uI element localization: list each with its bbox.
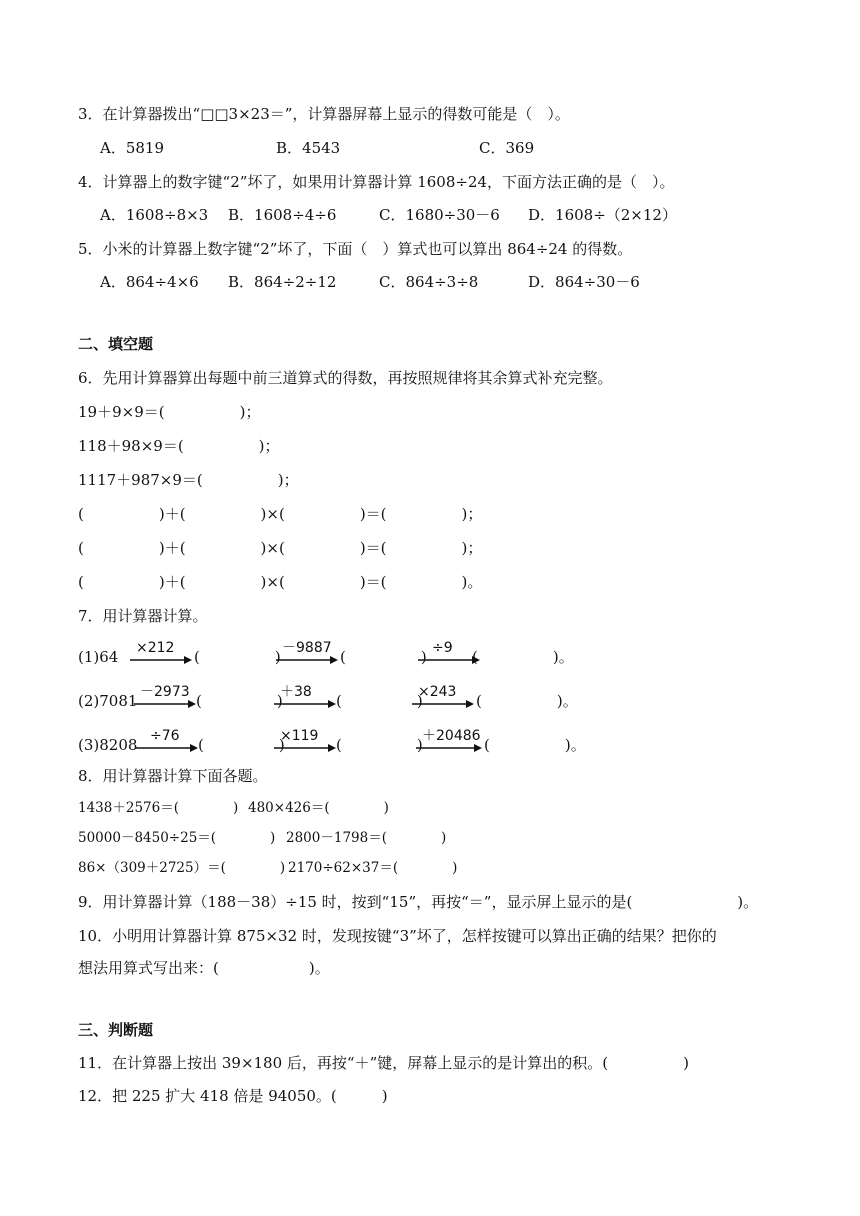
q7-row-1-start: (1)64: [78, 648, 119, 666]
q3-option-b: B．4543: [276, 139, 341, 157]
question-9: 9．用计算器计算（188－38）÷15 时，按到“15”，再按“＝”，显示屏上显示的是( )。: [78, 893, 759, 911]
question-5: 5．小米的计算器上数字键“2”坏了，下面（ ）算式也可以算出 864÷24 的得数。: [78, 240, 633, 258]
q6-line-4: ( )＋( )×( )＝( )；: [78, 505, 483, 523]
arrow-label: ÷76: [150, 728, 180, 744]
question-4: 4．计算器上的数字键“2”坏了，如果用计算器计算 1608÷24，下面方法正确的是（ ）。: [78, 173, 675, 191]
q7-row-1-answer: ( )。: [472, 648, 574, 666]
q8-item-a: 1438＋2576＝( ): [78, 800, 239, 816]
q6-line-2: 118＋98×9＝( )；: [78, 437, 280, 455]
right-arrow-icon: [274, 699, 336, 709]
arrow-label: －2973: [140, 684, 190, 700]
q8-item-d: 2800－1798＝( ): [286, 830, 447, 846]
question-10-line-2: 想法用算式写出来：( )。: [78, 959, 330, 977]
q7-row-1-blank-2: ( ): [340, 648, 427, 666]
q7-row-2-step-2: [274, 684, 336, 710]
q8-item-e: 86×（309＋2725）＝( ): [78, 860, 286, 876]
q7-row-2-step-1: [134, 684, 196, 710]
q7-row-2-start: (2)7081: [78, 692, 138, 710]
section-heading-judge: 三、判断题: [78, 1021, 154, 1039]
q5-option-a: A．864÷4×6: [100, 273, 199, 291]
question-12: 12．把 225 扩大 418 倍是 94050。( ): [78, 1087, 388, 1105]
q7-row-1-step-1: [130, 640, 192, 666]
q7-row-3-step-3: [416, 728, 482, 754]
arrow-label: ×212: [136, 640, 175, 656]
q7-row-3-answer: ( )。: [484, 736, 586, 754]
q4-option-a: A．1608÷8×3: [100, 206, 209, 224]
q7-row-2-blank-2: ( ): [336, 692, 423, 710]
question-8: 8．用计算器计算下面各题。: [78, 767, 268, 785]
question-7: 7．用计算器计算。: [78, 607, 208, 625]
q5-option-d: D．864÷30－6: [528, 273, 640, 291]
q3-option-a: A．5819: [100, 139, 165, 157]
q7-row-3-blank-1: ( ): [198, 736, 285, 754]
q6-line-5: ( )＋( )×( )＝( )；: [78, 539, 483, 557]
q8-item-f: 2170÷62×37＝( ): [288, 860, 458, 876]
arrow-label: ×119: [280, 728, 319, 744]
arrow-label: ＋38: [280, 684, 312, 700]
q5-option-b: B．864÷2÷12: [228, 273, 337, 291]
question-10-line-1: 10．小明用计算器计算 875×32 时，发现按键“3”坏了，怎样按键可以算出正确的结果？把你的: [78, 927, 717, 945]
arrow-label: ＋20486: [422, 728, 481, 744]
arrow-label: ÷9: [432, 640, 453, 656]
q3-option-c: C．369: [479, 139, 535, 157]
q7-row-2-blank-1: ( ): [196, 692, 283, 710]
section-heading-fill: 二、填空题: [78, 335, 154, 353]
q7-row-3: [0, 728, 860, 758]
q7-row-1: [0, 640, 860, 670]
q7-row-2-answer: ( )。: [476, 692, 578, 710]
right-arrow-icon: [412, 699, 474, 709]
right-arrow-icon: [418, 655, 480, 665]
q7-row-1-step-3: [418, 640, 480, 666]
q7-row-3-step-2: [274, 728, 336, 754]
q4-option-c: C．1680÷30－6: [379, 206, 500, 224]
right-arrow-icon: [136, 743, 198, 753]
q8-item-b: 480×426＝( ): [248, 800, 389, 816]
right-arrow-icon: [416, 743, 482, 753]
right-arrow-icon: [130, 655, 192, 665]
q6-line-1: 19＋9×9＝( )；: [78, 403, 261, 421]
question-11: 11．在计算器上按出 39×180 后，再按“＋”键，屏幕上显示的是计算出的积。( ): [78, 1054, 689, 1072]
q7-row-2-step-3: [412, 684, 474, 710]
q6-line-6: ( )＋( )×( )＝( )。: [78, 573, 483, 591]
arrow-label: ×243: [418, 684, 457, 700]
q7-row-1-blank-1: ( ): [194, 648, 281, 666]
q4-option-b: B．1608÷4÷6: [228, 206, 337, 224]
q6-line-3: 1117＋987×9＝( )；: [78, 471, 299, 489]
arrow-label: －9887: [282, 640, 332, 656]
q7-row-1-step-2: [276, 640, 338, 666]
q4-option-d: D．1608÷（2×12）: [528, 206, 677, 224]
q7-row-3-blank-2: ( ): [336, 736, 423, 754]
right-arrow-icon: [276, 655, 338, 665]
q8-item-c: 50000－8450÷25＝( ): [78, 830, 276, 846]
q7-row-2: [0, 684, 860, 714]
right-arrow-icon: [274, 743, 336, 753]
q7-row-3-step-1: [136, 728, 198, 754]
q5-option-c: C．864÷3÷8: [379, 273, 479, 291]
question-6: 6．先用计算器算出每题中前三道算式的得数，再按照规律将其余算式补充完整。: [78, 369, 613, 387]
right-arrow-icon: [134, 699, 196, 709]
question-3: 3．在计算器拨出“□□3×23＝”，计算器屏幕上显示的得数可能是（ ）。: [78, 105, 570, 123]
q7-row-3-start: (3)8208: [78, 736, 138, 754]
